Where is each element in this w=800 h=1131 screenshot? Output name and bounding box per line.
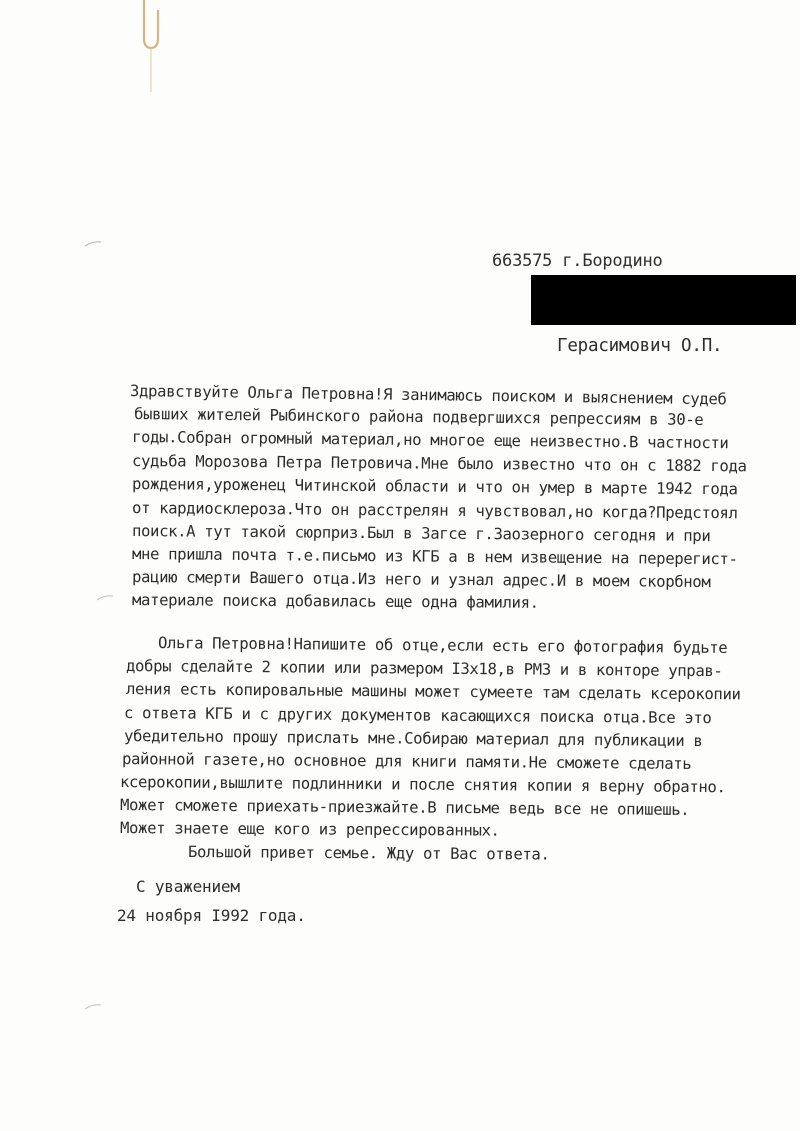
body-line: Может знаете еще кого из репрессированных. [119, 819, 500, 840]
body-line: Может сможете приехать-приезжайте.В письме ведь все не опишешь. [119, 796, 690, 819]
margin-mark [84, 1003, 102, 1011]
body-line: поиск.А тут такой сюрприз.Был в Загсе г.Заозерного сегодня и при [131, 522, 711, 546]
body-line: рождения,уроженец Читинской области и что он умер в марте 1942 года [131, 475, 738, 499]
sender-address: 663575 г.Бородино [492, 251, 663, 271]
redaction-block [531, 275, 796, 325]
recipient-name: Герасимович О.П. [557, 336, 723, 356]
body-line: мне пришла почта т.е.письмо из КГБ а в нем извещение на перерегист- [131, 545, 738, 569]
body-line: добры сделайте 2 копии или размером I3x18,в РМЗ и в конторе управ- [125, 657, 723, 681]
body-line: Ольга Петровна!Напишите об отце,если есть его фотография будьте [157, 634, 728, 657]
staple-mark [138, 0, 164, 92]
margin-mark [84, 240, 102, 248]
body-line: районной газете,но основное для книги памяти.Не сможете сделать [121, 750, 692, 773]
closing-salutation: С уважением [136, 877, 240, 896]
body-line: материале поиска добавилась еще одна фамилия. [131, 591, 539, 612]
body-line: убедительно прошу прислать мне.Собираю материал для публикации в [123, 727, 703, 751]
body-line: Здравствуйте Ольга Петровна!Я занимаюсь поиском и выяснением судеб [129, 382, 727, 409]
body-line: ксерокопии,вышлите подлинники и после снятия копии я верну обратно. [119, 773, 726, 797]
margin-mark [96, 594, 114, 602]
body-line: ления есть копировальные машины может сумеете там сделать ксерокопии [125, 680, 741, 704]
body-line: бывших жителей Рыбинского района подвергшихся репрессиям в 30-е [133, 405, 704, 429]
body-line: Большой привет семье. Жду от Вас ответа. [187, 843, 550, 864]
body-line: от кардиосклероза.Что он расстрелян я чувствовал,но когда?Предстоял [131, 499, 738, 523]
body-line: рацию смерти Вашего отца.Из него и узнал адрес.И в моем скорбном [131, 568, 711, 592]
body-line: годы.Собран огромный материал,но многое еще неизвестно.В частности [131, 428, 729, 453]
body-line: судьба Морозова Петра Петровича.Мне было известно что он с 1882 года [131, 452, 747, 476]
body-line: с ответа КГБ и с других документов касающихся поиска отца.Все это [123, 704, 712, 728]
letter-date: 24 ноября I992 года. [117, 906, 306, 925]
